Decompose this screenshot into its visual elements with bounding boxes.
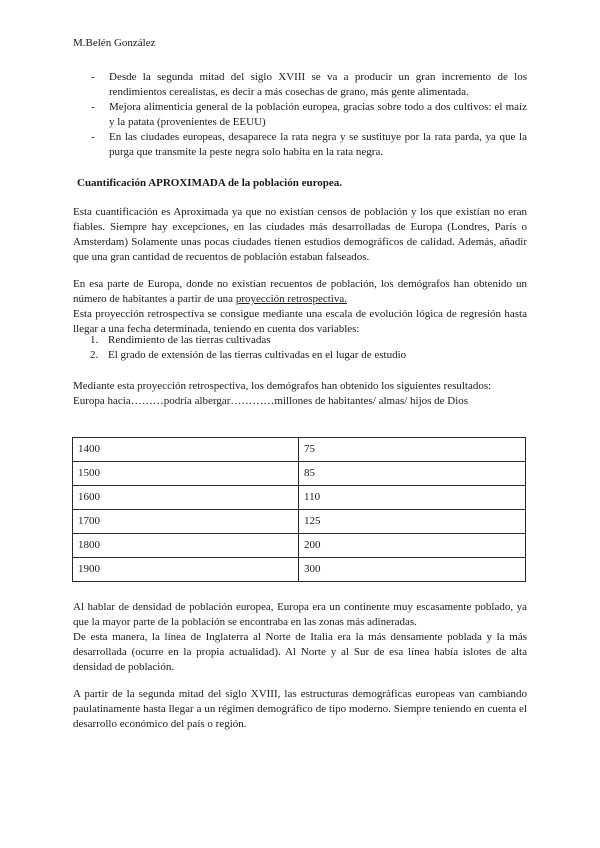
paragraph-results [73, 379, 527, 409]
population-cell: 200 [299, 534, 526, 558]
year-cell: 1900 [73, 558, 299, 582]
table-row [73, 510, 526, 534]
population-cell: 110 [299, 486, 526, 510]
population-cell: 75 [299, 438, 526, 462]
projection-text: En esa parte de Europa, donde no existían recuentos de población, los demógrafos han obtenido un número de habitantes a partir de una [73, 278, 527, 305]
population-cell: 125 [299, 510, 526, 534]
bullet-text: Mejora alimenticia general de la población europea, gracias sobre todo a dos cultivos: el maíz y la patata (provenientes de EEUU) [109, 101, 527, 128]
population-table [72, 437, 526, 582]
density-detail: De esta manera, la línea de Inglaterra al Norte de Italia era la más densamente poblada y la más desarrollada (ocurre en la propia actualidad). Al Norte y al Sur de esa línea había islotes de alta densidad de población. [73, 631, 527, 673]
density-text: Al hablar de densidad de población europea, Europa era un continente muy escasamente poblado, ya que la mayor parte de la población se encontraba en las zonas más adineradas. [73, 601, 527, 628]
variable-item: 1. Rendimiento de las tierras cultivadas [90, 334, 271, 346]
author-name: M.Belén González [73, 37, 156, 49]
year-cell: 1600 [73, 486, 299, 510]
paragraph-projection [73, 277, 527, 337]
bullet-item: - En las ciudades europeas, desaparece la rata negra y se sustituye por la rata parda, ya que la purga que transmite la peste negra solo habita en la rata negra. [91, 131, 527, 158]
bullet-list [91, 70, 527, 160]
projection-term: proyección retrospectiva. [235, 293, 347, 305]
section-heading: Cuantificación APROXIMADA de la población europea. [77, 177, 343, 189]
year-cell: 1700 [73, 510, 299, 534]
year-cell: 1800 [73, 534, 299, 558]
paragraph-quantification: Esta cuantificación es Aproximada ya que no existían censos de población y los que existían no eran fiables. Siempre hay excepciones, en las ciudades más desarrolladas de Europa (Londres, París o Amsterdam) Solamente unas pocas ciudades tienen estudios demográficos de calidad. Además, añadir que una gran cantidad de recuentos de población estaban falseados. [73, 206, 527, 263]
paragraph-modern-regime: A partir de la segunda mitad del siglo XVIII, las estructuras demográficas europeas van cambiando paulatinamente hasta llegar a un régimen demográfico de tipo moderno. Siempre teniendo en cuenta el desarrollo económico del país o región. [73, 688, 527, 730]
bullet-text: En las ciudades europeas, desaparece la rata negra y se sustituye por la rata parda, ya que la purga que transmite la peste negra solo habita en la rata negra. [109, 131, 527, 158]
bullet-item: - Mejora alimenticia general de la población europea, gracias sobre todo a dos cultivos: el maíz y la patata (provenientes de EEUU) [91, 101, 527, 128]
variable-text: Rendimiento de las tierras cultivadas [108, 334, 271, 346]
results-template: Europa hacia………podría albergar…………millones de habitantes/ almas/ hijos de Dios [73, 395, 469, 407]
results-intro: Mediante esta proyección retrospectiva, los demógrafos han obtenido los siguientes resultados: [73, 380, 492, 392]
year-cell: 1500 [73, 462, 299, 486]
year-cell: 1400 [73, 438, 299, 462]
variables-list [90, 333, 520, 363]
population-cell: 85 [299, 462, 526, 486]
bullet-text: Desde la segunda mitad del siglo XVIII se va a producir un gran incremento de los rendimientos cerealistas, es decir a más cosechas de grano, más gente alimentada. [109, 71, 527, 98]
population-cell: 300 [299, 558, 526, 582]
table-row [73, 534, 526, 558]
table-row [73, 462, 526, 486]
table-row [73, 558, 526, 582]
projection-explanation: Esta proyección retrospectiva se consigue mediante una escala de evolución lógica de regresión hasta llegar a una fecha determinada, teniendo en cuenta dos variables: [73, 308, 527, 335]
bullet-item: - Desde la segunda mitad del siglo XVIII se va a producir un gran incremento de los rendimientos cerealistas, es decir a más cosechas de grano, más gente alimentada. [91, 71, 527, 98]
table-row [73, 438, 526, 462]
variable-item: 2. El grado de extensión de las tierras cultivadas en el lugar de estudio [90, 349, 407, 361]
variable-text: El grado de extensión de las tierras cultivadas en el lugar de estudio [108, 349, 407, 361]
paragraph-density [73, 600, 527, 675]
table-row [73, 486, 526, 510]
